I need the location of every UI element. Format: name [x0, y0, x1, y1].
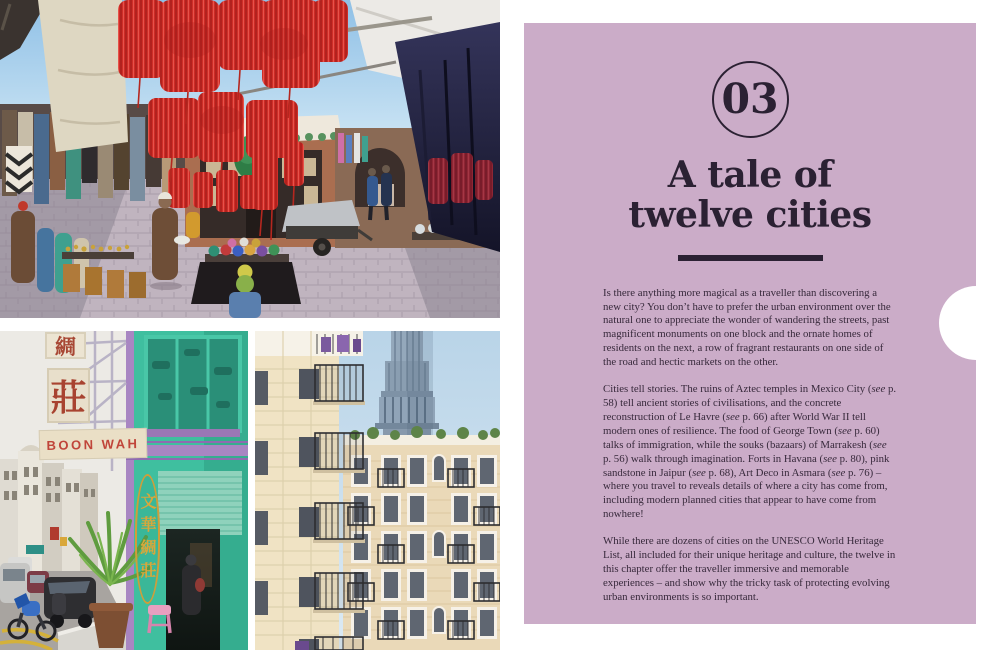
photo-le-havre-buildings: [255, 331, 500, 650]
pillar-vertical-sign: 文華綢莊: [135, 474, 160, 604]
intro-paragraph: Is there anything more magical as a traveller than discovering a new city? You don’t have to prefer the urban environment over the natural one to appreciate the wonder of wandering the streets, past magnificent monuments on one block and the ornate homes of residents on the next, a row of fragrant restaurants on one side of the road and hectic markets on the other.: [603, 286, 891, 369]
chapter-number: 03: [721, 75, 779, 123]
shophouse-illustration: [0, 331, 248, 650]
photo-marrakesh-souk: [0, 0, 500, 318]
chinese-sign-top: 綢: [45, 332, 86, 359]
intro-paragraph: Cities tell stories. The ruins of Aztec temples in Mexico City (see p. 58) tell ancient stories of civilisations, and the concrete reconstruction of Le Havre (see p. 66) after World War II tell modern ones of resilience. The food of George Town (see p. 60) talks of immigration, while the souks (bazaars) of Marrakesh (see p. 56) walk through imagination. Forts in Havana (see p. 80), pink sandstone in Jaipur (see p. 68), Art Deco in Asmara (see p. 76) – where you travel to reveals details of where a city has come from, including modern planned cities that appear to have come from nowhere!: [603, 383, 897, 521]
chapter-title-line2: twelve cities: [628, 194, 872, 237]
chinese-sign-bottom: 莊: [47, 368, 90, 423]
le-havre-illustration: [255, 331, 500, 650]
boon-wah-sign: BOON WAH: [39, 428, 148, 460]
chapter-title: [524, 155, 976, 236]
intro-paragraph: While there are dozens of cities on the UNESCO World Heritage List, all included for their unique heritage and culture, the twelve in this chapter offer the traveller immersive and memorable experiences – and show why the tricky task of protecting evolving urban environments is so important.: [603, 535, 896, 603]
souk-illustration: [0, 0, 500, 318]
title-divider: [678, 255, 823, 261]
chapter-title-line1: A tale of: [667, 154, 833, 196]
chapter-intro-text: [603, 287, 897, 605]
chapter-number-badge: [712, 61, 789, 138]
chapter-intro-panel: [524, 23, 976, 624]
thumb-notch: [939, 286, 1000, 360]
photo-boon-wah-shophouse: [0, 331, 248, 650]
